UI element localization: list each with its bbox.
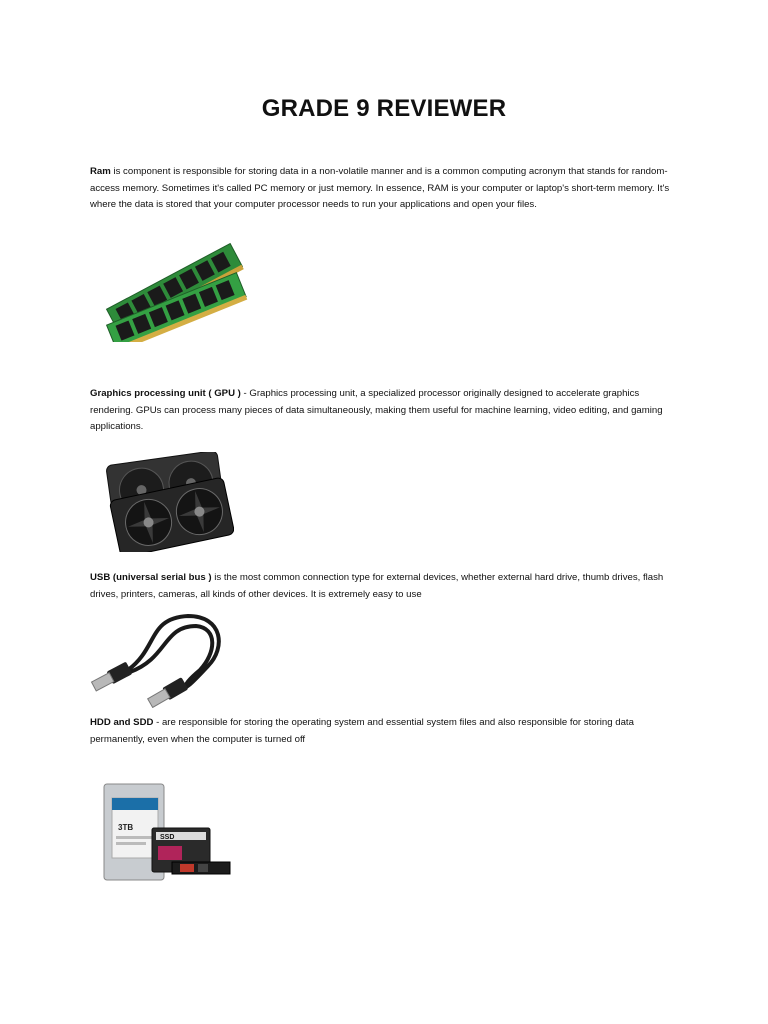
storage-paragraph — [90, 715, 682, 748]
ram-paragraph — [90, 164, 682, 214]
ram-image — [104, 232, 249, 342]
gpu-term: Graphics processing unit ( GPU ) — [90, 388, 241, 399]
usb-paragraph — [90, 570, 682, 603]
storage-description: - are responsible for storing the operating system and essential system files and also responsible for storing data permanently, even when the computer is turned off — [90, 717, 634, 745]
storage-term: HDD and SDD — [90, 717, 154, 728]
usb-term: USB (universal serial bus ) — [90, 572, 212, 583]
usb-cable-image — [88, 608, 233, 708]
gpu-image — [104, 452, 234, 552]
ram-term: Ram — [90, 166, 111, 177]
hdd-ssd-image — [102, 782, 232, 882]
ram-description: is component is responsible for storing data in a non-volatile manner and is a common computing acronym that stands for random-access memory. Sometimes it's called PC memory or just memory. In essence, RAM is your computer or laptop's short-term memory. It's where the data is stored that your computer processor needs to run your applications and open your files. — [90, 166, 670, 210]
page-title: GRADE 9 REVIEWER — [261, 95, 507, 122]
hdd-capacity-label: 3TB — [118, 823, 134, 832]
gpu-paragraph — [90, 386, 682, 436]
ssd-label: SSD — [160, 834, 175, 841]
gpu-description: - Graphics processing unit, a specialized processor originally designed to accelerate graphics rendering. GPUs can process many pieces of data simultaneously, making them useful for machine learning, video editing, and gaming applications. — [90, 388, 663, 432]
usb-description: is the most common connection type for external devices, whether external hard drive, thumb drives, flash drives, printers, cameras, all kinds of other devices. It is extremely easy to use — [90, 572, 664, 600]
